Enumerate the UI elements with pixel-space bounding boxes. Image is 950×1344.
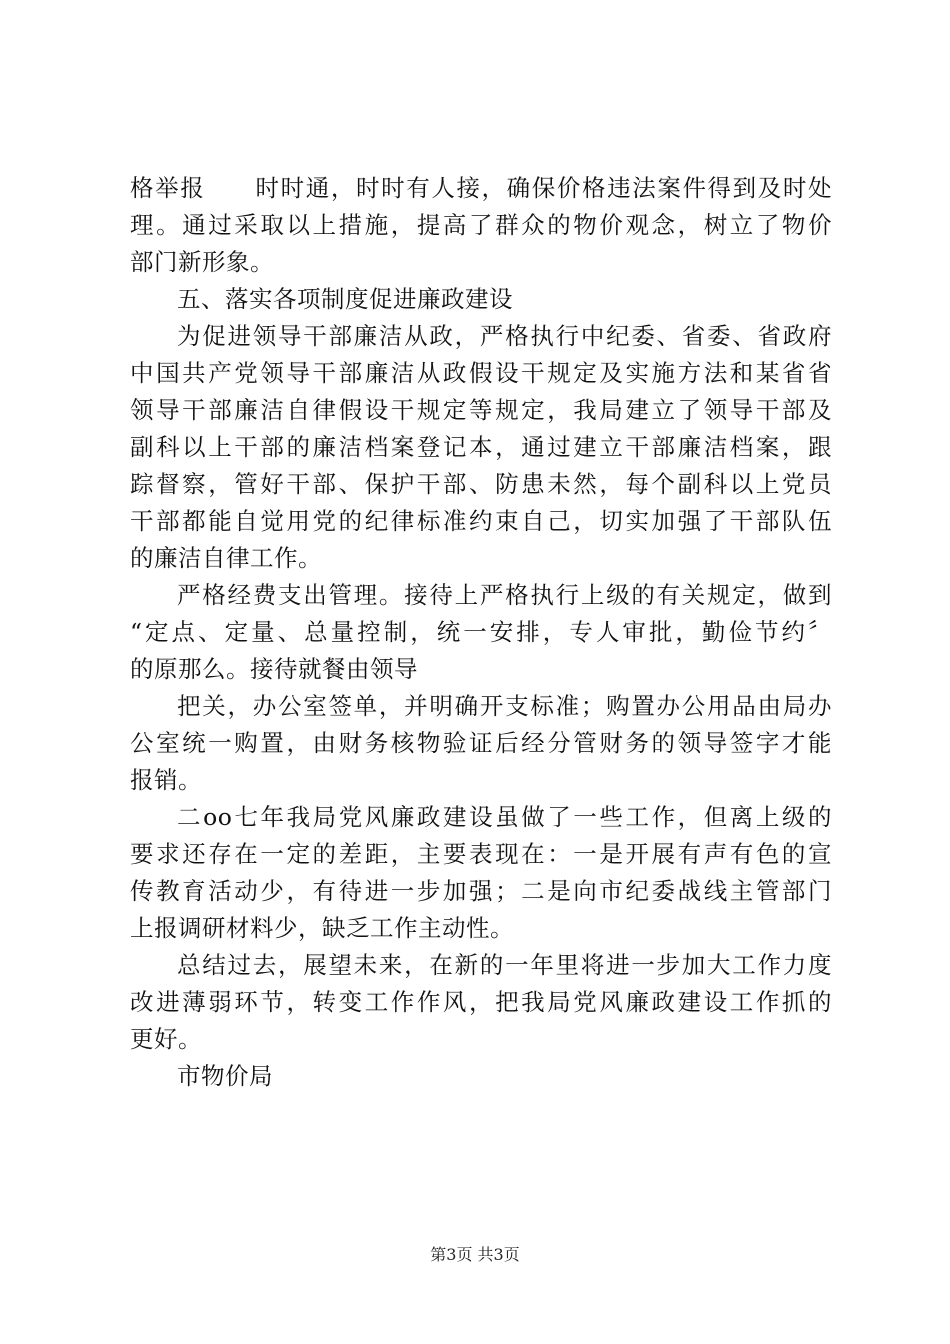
text-line: 理。通过采取以上措施，提高了群众的物价观念，树立了物价 [130,211,832,239]
text-line: 要求还存在一定的差距，主要表现在：一是开展有声有色的宣 [130,840,832,868]
text-line: 传教育活动少，有待进一步加强；二是向市纪委战线主管部门 [130,877,832,905]
text-line: 踪督察，管好干部、保护干部、防患未然，每个副科以上党员 [130,470,832,498]
text-line: 为促进领导干部廉洁从政，严格执行中纪委、省委、省政府 [177,322,832,350]
text-line: 报销。 [130,766,202,794]
text-line: 公室统一购置，由财务核物验证后经分管财务的领导签字才能 [130,729,832,757]
page-number: 第3页 共3页 [430,1245,520,1264]
text-line: 中国共产党领导干部廉洁从政假设干规定及实施方法和某省省 [130,359,832,387]
text-line: 上报调研材料少，缺乏工作主动性。 [130,914,514,942]
section-heading: 五、落实各项制度促进廉政建设 [177,285,513,313]
text-line: 的廉洁自律工作。 [130,544,322,572]
text-line: 的原那么。接待就餐由领导 [130,655,418,683]
text-line: 总结过去，展望未来，在新的一年里将进一步加大工作力度 [177,951,832,979]
text-line: 部门新形象。 [130,248,274,276]
text-line: 干部都能自觉用党的纪律标准约束自己，切实加强了干部队伍 [130,507,832,535]
document-body [130,170,832,1095]
signature-organization: 市物价局 [177,1062,273,1090]
text-line: 严格经费支出管理。接待上严格执行上级的有关规定，做到 [177,581,832,609]
text-line: “定点、定量、总量控制，统一安排，专人审批，勤俭节约〞 [130,618,832,646]
page-footer [0,1245,950,1265]
text-line: 二oo七年我局党风廉政建设虽做了一些工作，但离上级的 [177,803,832,831]
text-line: 格举报 时时通，时时有人接，确保价格违法案件得到及时处 [130,174,832,202]
text-line: 把关，办公室签单，并明确开支标准；购置办公用品由局办 [177,692,832,720]
text-line: 更好。 [130,1025,202,1053]
text-line: 领导干部廉洁自律假设干规定等规定，我局建立了领导干部及 [130,396,832,424]
text-line: 改进薄弱环节，转变工作作风，把我局党风廉政建设工作抓的 [130,988,832,1016]
text-line: 副科以上干部的廉洁档案登记本，通过建立干部廉洁档案，跟 [130,433,832,461]
